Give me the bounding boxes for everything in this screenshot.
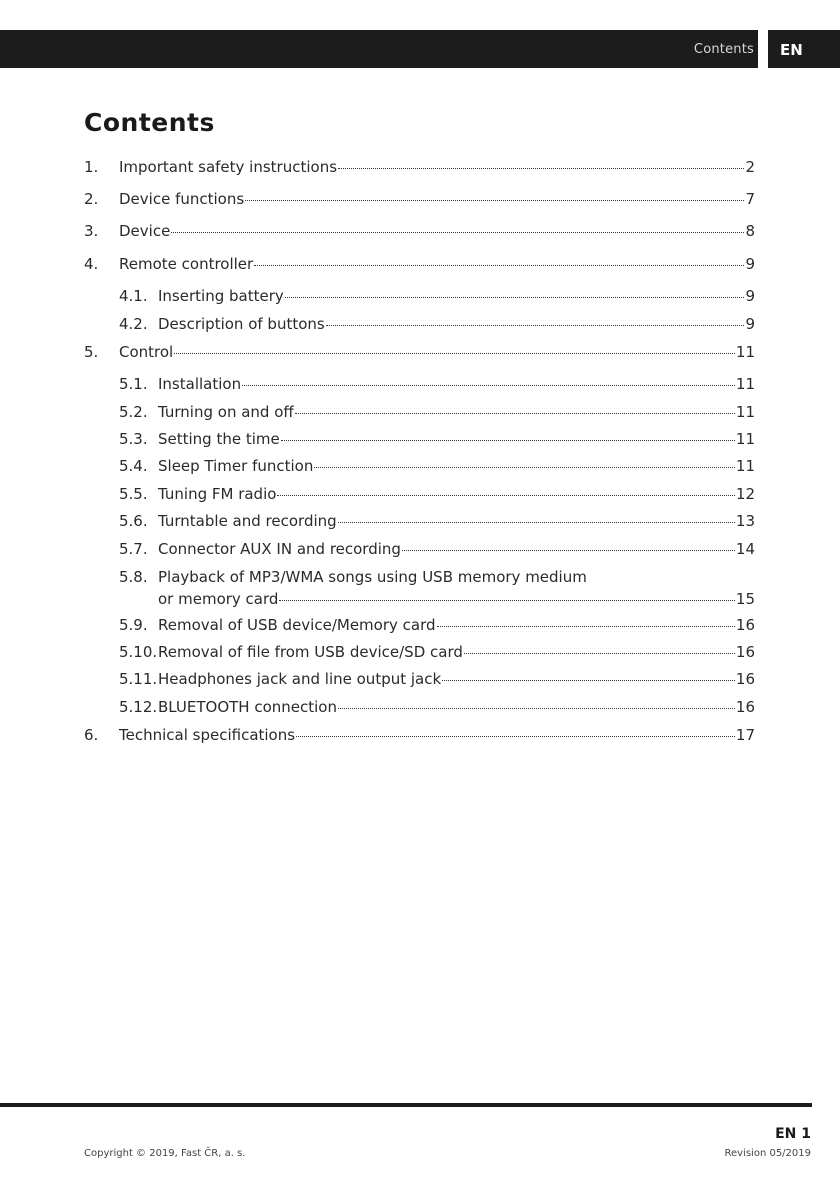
toc-leader-dots xyxy=(326,325,745,326)
toc-page-number: 11 xyxy=(735,430,755,448)
toc-leader-dots xyxy=(245,200,744,201)
toc-page-number: 11 xyxy=(735,375,755,393)
toc-number: 5. xyxy=(84,343,99,361)
toc-page-number: 11 xyxy=(735,457,755,475)
toc-text: Device xyxy=(119,222,171,240)
toc-number: 5.4. xyxy=(119,457,148,475)
toc-entry[interactable] xyxy=(0,726,840,750)
toc-leader-dots xyxy=(242,385,735,386)
toc-entry[interactable] xyxy=(0,698,840,722)
toc-number: 5.9. xyxy=(119,616,148,634)
toc-leader-dots xyxy=(296,736,735,737)
toc-text: Sleep Timer function xyxy=(158,457,314,475)
toc-text: Inserting battery xyxy=(158,287,284,305)
toc-entry[interactable] xyxy=(0,512,840,536)
toc-entry[interactable] xyxy=(0,255,840,279)
toc-page-number: 16 xyxy=(735,698,755,716)
page-title: Contents xyxy=(84,108,215,137)
toc-text: Remote controller xyxy=(119,255,254,273)
toc-number: 4.1. xyxy=(119,287,148,305)
toc-number: 5.5. xyxy=(119,485,148,503)
toc-text: Device functions xyxy=(119,190,245,208)
toc-text: Setting the time xyxy=(158,430,280,448)
footer-rule xyxy=(0,1103,812,1107)
toc-entry[interactable] xyxy=(0,343,840,367)
toc-text: Removal of USB device/Memory card xyxy=(158,616,436,634)
toc-page-number: 8 xyxy=(745,222,755,240)
toc-entry[interactable] xyxy=(0,485,840,509)
toc-text: Connector AUX IN and recording xyxy=(158,540,401,558)
toc-page-number: 13 xyxy=(735,512,755,530)
toc-text: Installation xyxy=(158,375,242,393)
toc-page-number: 16 xyxy=(735,670,755,688)
toc-entry[interactable] xyxy=(0,670,840,694)
toc-entry[interactable] xyxy=(0,222,840,246)
toc-text: Tuning FM radio xyxy=(158,485,277,503)
toc-entry[interactable] xyxy=(0,430,840,454)
copyright-text: Copyright © 2019, Fast ČR, a. s. xyxy=(84,1148,246,1159)
toc-number: 4.2. xyxy=(119,315,148,333)
toc-entry[interactable] xyxy=(0,158,840,182)
toc-entry[interactable] xyxy=(0,315,840,339)
toc-entry[interactable] xyxy=(0,616,840,640)
toc-text: Turning on and off xyxy=(158,403,294,421)
toc-number: 6. xyxy=(84,726,99,744)
toc-number: 5.7. xyxy=(119,540,148,558)
toc-leader-dots xyxy=(254,265,744,266)
toc-number: 5.6. xyxy=(119,512,148,530)
revision-text: Revision 05/2019 xyxy=(724,1148,811,1159)
toc-number: 2. xyxy=(84,190,99,208)
toc-leader-dots xyxy=(279,600,734,601)
header-section-label: Contents xyxy=(693,42,754,57)
toc-leader-dots xyxy=(338,168,744,169)
toc-leader-dots xyxy=(338,522,735,523)
toc-number: 5.2. xyxy=(119,403,148,421)
toc-entry[interactable] xyxy=(0,190,840,214)
toc-leader-dots xyxy=(314,467,735,468)
toc-entry[interactable] xyxy=(0,457,840,481)
toc-page-number: 11 xyxy=(735,343,755,361)
toc-leader-dots xyxy=(174,353,735,354)
toc-text: Important safety instructions xyxy=(119,158,338,176)
toc-text: BLUETOOTH connection xyxy=(158,698,337,716)
toc-entry[interactable] xyxy=(0,287,840,311)
toc-leader-dots xyxy=(295,413,735,414)
toc-page-number: 11 xyxy=(735,403,755,421)
toc-number: 5.12. xyxy=(119,698,158,716)
toc-page-number: 2 xyxy=(745,158,755,176)
toc-number: 5.8. xyxy=(119,568,148,586)
toc-entry[interactable] xyxy=(0,375,840,399)
toc-text-continuation: or memory card xyxy=(158,590,279,608)
toc-number: 5.3. xyxy=(119,430,148,448)
header-bar xyxy=(0,30,758,68)
toc-page-number: 16 xyxy=(735,616,755,634)
toc-leader-dots xyxy=(437,626,735,627)
toc-number: 5.1. xyxy=(119,375,148,393)
toc-text: Control xyxy=(119,343,174,361)
toc-number: 1. xyxy=(84,158,99,176)
toc-leader-dots xyxy=(402,550,735,551)
language-badge: EN xyxy=(768,30,840,68)
toc-leader-dots xyxy=(338,708,735,709)
toc-page-number: 7 xyxy=(745,190,755,208)
toc-text: Technical specifications xyxy=(119,726,296,744)
toc-page-number: 9 xyxy=(745,287,755,305)
toc-leader-dots xyxy=(281,440,735,441)
toc-number: 3. xyxy=(84,222,99,240)
toc-page-number: 16 xyxy=(735,643,755,661)
toc-page-number: 9 xyxy=(745,315,755,333)
toc-leader-dots xyxy=(285,297,745,298)
toc-number: 4. xyxy=(84,255,99,273)
toc-page-number: 9 xyxy=(745,255,755,273)
toc-text: Headphones jack and line output jack xyxy=(158,670,442,688)
toc-text: Turntable and recording xyxy=(158,512,337,530)
toc-leader-dots xyxy=(442,680,735,681)
page-number: EN 1 xyxy=(775,1126,811,1142)
toc-page-number: 15 xyxy=(735,590,755,608)
toc-leader-dots xyxy=(171,232,744,233)
toc-leader-dots xyxy=(277,495,734,496)
toc-entry[interactable] xyxy=(0,643,840,667)
toc-entry[interactable] xyxy=(0,403,840,427)
toc-leader-dots xyxy=(464,653,735,654)
toc-page-number: 14 xyxy=(735,540,755,558)
toc-page-number: 12 xyxy=(735,485,755,503)
toc-text: Playback of MP3/WMA songs using USB memory medium xyxy=(158,568,587,586)
toc-page-number: 17 xyxy=(735,726,755,744)
toc-text: Removal of file from USB device/SD card xyxy=(158,643,463,661)
toc-entry[interactable] xyxy=(0,540,840,564)
toc-number: 5.10. xyxy=(119,643,158,661)
toc-number: 5.11. xyxy=(119,670,158,688)
toc-text: Description of buttons xyxy=(158,315,325,333)
toc-entry[interactable] xyxy=(0,568,840,608)
